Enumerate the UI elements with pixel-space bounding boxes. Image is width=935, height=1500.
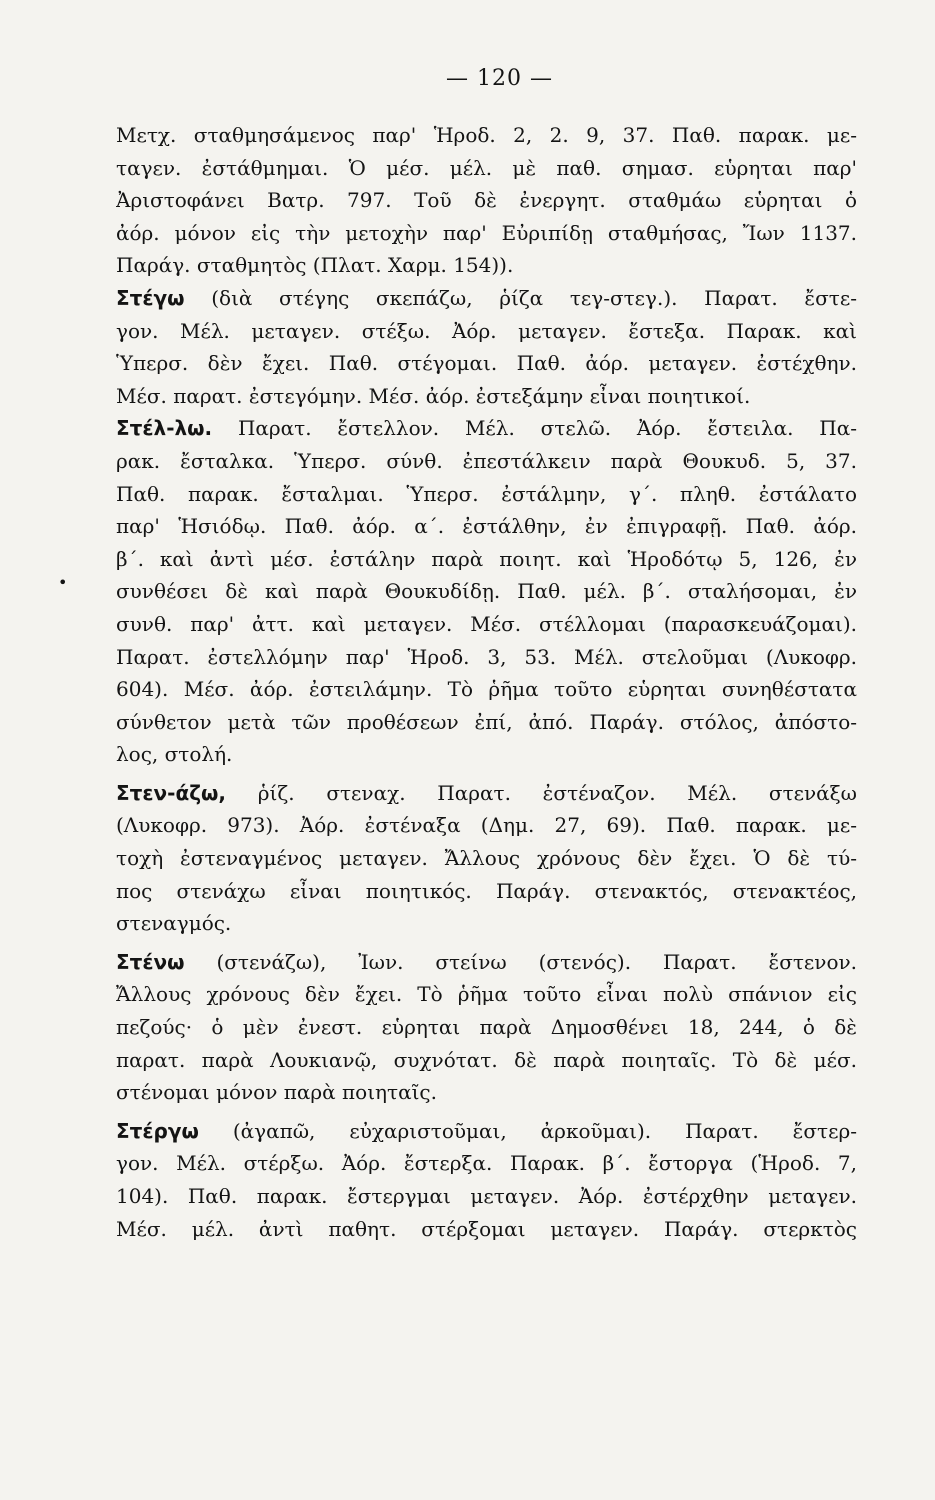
text-line: Ἀριστοφάνει Βατρ. 797. Τοῦ δὲ ἐνεργητ. σταθμάω εὑρηται ὁ [116,188,857,213]
entry-text: (στενάζω), Ἰων. στείνω (στενός). Παρατ. ἔστενον. [184,949,857,974]
text-line: πεζούς· ὁ μὲν ἐνεστ. εὑρηται παρὰ Δημοσθένει 18, 244, ὁ δὲ [116,1015,857,1040]
text-line: 104). Παθ. παρακ. ἔστεργμαι μεταγεν. Ἀόρ. ἐστέρχθην μεταγεν. [116,1184,857,1208]
text-line: λος, στολή. [116,742,233,767]
entry-stenazo [116,777,857,940]
entry-first-line [116,282,857,315]
entry-stergo [116,1115,857,1245]
text-line: παρατ. παρὰ Λουκιανῷ, συχνότατ. δὲ παρὰ ποιηταῖς. Τὸ δὲ μέσ. [116,1047,857,1072]
headword: Στέγω [116,285,185,310]
headword: Στέλ-λω. [116,416,213,441]
text-line: στεναγμός. [116,911,232,936]
text-line: τοχὴ ἐστεναγμένος μεταγεν. Ἄλλους χρόνους δὲν ἔχει. Ὁ δὲ τύ- [116,846,857,871]
text-line: 604). Μέσ. ἀόρ. ἐστειλάμην. Τὸ ῥῆμα τοῦτο εὑρηται συνηθέστατα [116,677,857,702]
text-line: (Λυκοφρ. 973). Ἀόρ. ἐστέναξα (Δημ. 27, 69). Παθ. παρακ. με- [116,813,857,838]
text-line: Μετχ. σταθμησάμενος παρ' Ἡροδ. 2, 2. 9, 37. Παθ. παρακ. με- [116,123,857,147]
text-line: συνθέσει δὲ καὶ παρὰ Θουκυδίδῃ. Παθ. μέλ. β΄. σταλήσομαι, ἐν [116,579,857,604]
text-line: γον. Μέλ. μεταγεν. στέξω. Ἀόρ. μεταγεν. ἔστεξα. Παρακ. καὶ [116,318,857,343]
text-line: παρ' Ἡσιόδῳ. Παθ. ἀόρ. α΄. ἐστάλθην, ἐν ἐπιγραφῇ. Παθ. ἀόρ. [116,514,857,539]
text-line: Μέσ. παρατ. ἐστεγόμην. Μέσ. ἀόρ. ἐστεξάμην εἶναι ποιητικοί. [116,383,751,408]
text-line: Παθ. παρακ. ἔσταλμαι. Ὑπερσ. ἐστάλμην, γ΄. πληθ. ἐστάλατο [116,481,857,506]
page-number: — 120 — [446,66,553,91]
headword: Στένω [116,949,185,974]
text-line: συνθ. παρ' ἀττ. καὶ μεταγεν. Μέσ. στέλλομαι (παρασκευάζομαι). [116,611,857,636]
margin-mark: • [58,573,68,592]
entry-text: Παρατ. ἔστελλον. Μέλ. στελῶ. Ἀόρ. ἔστειλα. Πα- [212,416,857,441]
entry-stello [116,412,857,771]
text-line: Παρατ. ἐστελλόμην παρ' Ἡροδ. 3, 53. Μέλ. στελοῦμαι (Λυκοφρ. [116,644,857,669]
text-line: Παράγ. σταθμητὸς (Πλατ. Χαρμ. 154)). [116,253,514,278]
text-line: γον. Μέλ. στέρξω. Ἀόρ. ἔστερξα. Παρακ. β΄. ἔστοργα (Ἡροδ. 7, [116,1151,857,1176]
text-line: Μέσ. μέλ. ἀντὶ παθητ. στέρξομαι μεταγεν. Παράγ. στερκτὸς [116,1216,857,1241]
text-line: ρακ. ἔσταλκα. Ὑπερσ. σύνθ. ἐπεστάλκειν παρὰ Θουκυδ. 5, 37. [116,448,857,473]
entry-text: ῥίζ. στεναχ. Παρατ. ἐστέναζον. Μέλ. στενάξω [226,780,857,805]
entry-first-line [116,946,857,979]
text-line: ἀόρ. μόνον εἰς τὴν μετοχὴν παρ' Εὐριπίδῃ σταθμήσας, Ἴων 1137. [116,220,857,245]
entry-text: (ἀγαπῶ, εὐχαριστοῦμαι, ἀρκοῦμαι). Παρατ. ἔστερ- [198,1118,857,1143]
continuation-paragraph [116,119,857,282]
text-line: σύνθετον μετὰ τῶν προθέσεων ἐπί, ἀπό. Παράγ. στόλος, ἀπόστο- [116,709,857,734]
text-line: στένομαι μόνον παρὰ ποιηταῖς. [116,1080,437,1105]
entry-steno [116,946,857,1109]
headword: Στεν-άζω, [116,780,227,805]
text-line: β΄. καὶ ἀντὶ μέσ. ἐστάλην παρὰ ποιητ. καὶ Ἡροδότῳ 5, 126, ἐν [116,546,857,571]
entry-stego [116,282,857,412]
text-line: Ἄλλους χρόνους δὲν ἔχει. Τὸ ῥῆμα τοῦτο εἶναι πολὺ σπάνιον εἰς [116,982,857,1007]
entry-first-line [116,1115,857,1148]
entry-first-line [116,777,857,810]
headword: Στέργω [116,1118,199,1143]
text-line: πος στενάχω εἶναι ποιητικός. Παράγ. στενακτός, στενακτέος, [116,878,857,903]
entry-text: (διὰ στέγης σκεπάζω, ῥίζα τεγ-στεγ.). Παρατ. ἔστε- [184,285,857,310]
text-line: Ὑπερσ. δὲν ἔχει. Παθ. στέγομαι. Παθ. ἀόρ. μεταγεν. ἐστέχθην. [116,351,857,376]
entry-first-line [116,412,857,445]
text-line: ταγεν. ἐστάθμημαι. Ὁ μέσ. μέλ. μὲ παθ. σημασ. εὑρηται παρ' [116,155,857,180]
